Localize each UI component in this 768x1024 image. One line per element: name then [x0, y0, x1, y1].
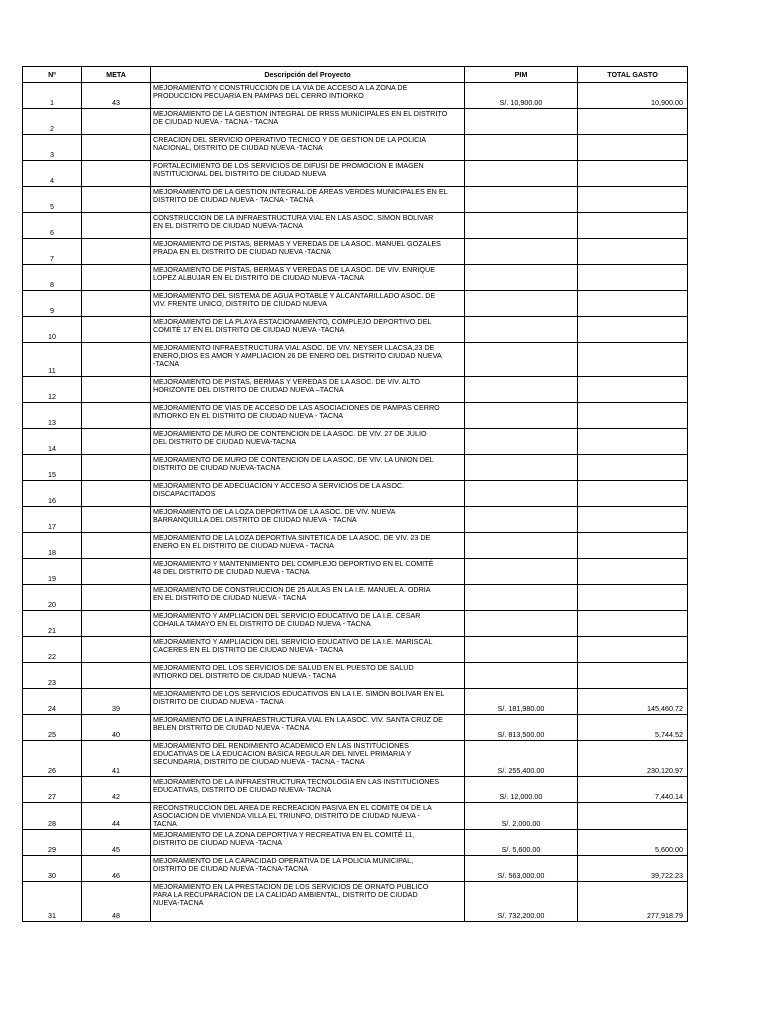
row-meta: [82, 377, 151, 403]
row-pim: [465, 559, 578, 585]
projects-table: [22, 66, 688, 922]
row-total-gasto: [578, 637, 688, 663]
row-meta: [82, 291, 151, 317]
table-row: [23, 187, 688, 213]
row-description: MEJORAMIENTO DE VIAS DE ACCESO DE LAS ASOCIACIONES DE PAMPAS CERRO INTIORKO EN EL DISTRITO DE CIUDAD NUEVA - TACNA: [151, 403, 465, 429]
table-row: [23, 239, 688, 265]
row-description: MEJORAMIENTO EN LA PRESTACION DE LOS SERVICIOS DE ORNATO PUBLICO PARA LA RECUPARACION DE LA CALIDAD AMBIENTAL, DISTRITO DE CIUDAD NUEVA-TACNA: [151, 882, 465, 922]
row-pim: [465, 187, 578, 213]
row-description: MEJORAMIENTO DE ADECUACION Y ACCESO A SERVICIOS DE LA ASOC. DISCAPACITADOS: [151, 481, 465, 507]
row-meta: 39: [82, 689, 151, 715]
row-meta: [82, 239, 151, 265]
table-row: [23, 585, 688, 611]
table-row: [23, 291, 688, 317]
row-total-gasto: 230,120.97: [578, 741, 688, 777]
table-row: [23, 265, 688, 291]
row-description: MEJORAMIENTO Y AMPLIACION DEL SERVICIO EDUCATIVO DE LA I.E. MARISCAL CACERES EN EL DISTRITO DE CIUDAD NUEVA - TACNA: [151, 637, 465, 663]
row-meta: 42: [82, 777, 151, 803]
table-row: [23, 455, 688, 481]
row-total-gasto: 10,900.00: [578, 83, 688, 109]
row-total-gasto: [578, 161, 688, 187]
row-meta: [82, 187, 151, 213]
header-pim: PIM: [465, 67, 578, 83]
row-description: MEJORAMIENTO DE MURO DE CONTENCION DE LA ASOC. DE VIV. LA UNION DEL DISTRITO DE CIUDAD NUEVA-TACNA: [151, 455, 465, 481]
row-total-gasto: [578, 403, 688, 429]
table-row: [23, 663, 688, 689]
row-pim: S/. 2,000.00: [465, 803, 578, 830]
table-row: [23, 715, 688, 741]
row-number: 7: [23, 239, 82, 265]
row-pim: [465, 507, 578, 533]
table-row: [23, 533, 688, 559]
row-meta: [82, 429, 151, 455]
row-description: MEJORAMIENTO DEL SISTEMA DE AGUA POTABLE Y ALCANTARILLADO ASOC. DE VIV. FRENTE UNICO, DISTRITO DE CIUDAD NUEVA: [151, 291, 465, 317]
row-pim: [465, 161, 578, 187]
row-total-gasto: [578, 559, 688, 585]
row-meta: 44: [82, 803, 151, 830]
row-meta: [82, 663, 151, 689]
row-number: 14: [23, 429, 82, 455]
row-total-gasto: 39,722.23: [578, 856, 688, 882]
header-row: [23, 67, 688, 83]
table-row: [23, 689, 688, 715]
row-number: 9: [23, 291, 82, 317]
row-pim: S/. 10,900.00: [465, 83, 578, 109]
row-meta: 40: [82, 715, 151, 741]
row-number: 28: [23, 803, 82, 830]
row-total-gasto: [578, 455, 688, 481]
row-description: MEJORAMIENTO DE LA PLAYA ESTACIONAMIENTO, COMPLEJO DEPORTIVO DEL COMITÉ 17 EN EL DISTRITO DE CIUDAD NUEVA -TACNA: [151, 317, 465, 343]
row-meta: 48: [82, 882, 151, 922]
row-pim: S/. 255,400.00: [465, 741, 578, 777]
row-pim: [465, 239, 578, 265]
row-meta: 46: [82, 856, 151, 882]
row-number: 19: [23, 559, 82, 585]
row-number: 8: [23, 265, 82, 291]
header-meta: META: [82, 67, 151, 83]
row-meta: [82, 481, 151, 507]
row-description: MEJORAMIENTO DE LA LOZA DEPORTIVA SINTETICA DE LA ASOC. DE VIV. 23 DE ENERO EN EL DISTRITO DE CIUDAD NUEVA - TACNA: [151, 533, 465, 559]
row-description: FORTALECIMIENTO DE LOS SERVICIOS DE DIFUSI DE PROMOCION E IMAGEN INSTITUCIONAL DEL DISTRITO DE CIUDAD NUEVA: [151, 161, 465, 187]
row-description: MEJORAMIENTO DE PISTAS, BERMAS Y VEREDAS DE LA ASOC. DE VIV. ALTO HORIZONTE DEL DISTRITO DE CIUDAD NUEVA –TACNA: [151, 377, 465, 403]
row-pim: [465, 109, 578, 135]
row-meta: [82, 343, 151, 377]
row-total-gasto: 5,600.00: [578, 830, 688, 856]
row-description: MEJORAMIENTO Y MANTENIMIENTO DEL COMPLEJO DEPORTIVO EN EL COMITÉ 48 DEL DISTRITO DE CIUDAD NUEVA - TACNA: [151, 559, 465, 585]
row-total-gasto: [578, 265, 688, 291]
row-number: 29: [23, 830, 82, 856]
row-total-gasto: [578, 377, 688, 403]
row-pim: [465, 291, 578, 317]
row-pim: [465, 403, 578, 429]
row-pim: S/. 5,600.00: [465, 830, 578, 856]
table-row: [23, 637, 688, 663]
row-description: MEJORAMIENTO DE LOS SERVICIOS EDUCATIVOS EN LA I.E. SIMON BOLIVAR EN EL DISTRITO DE CIUDAD NUEVA - TACNA: [151, 689, 465, 715]
table-row: [23, 135, 688, 161]
row-meta: [82, 455, 151, 481]
table-row: [23, 109, 688, 135]
header-description: Descripción del Proyecto: [151, 67, 465, 83]
row-number: 23: [23, 663, 82, 689]
row-total-gasto: [578, 803, 688, 830]
header-num: Nº: [23, 67, 82, 83]
table-row: [23, 343, 688, 377]
row-meta: [82, 559, 151, 585]
row-total-gasto: [578, 135, 688, 161]
row-total-gasto: [578, 343, 688, 377]
row-pim: [465, 429, 578, 455]
row-description: RECONSTRUCCION DEL AREA DE RECREACION PASIVA EN EL COMITE 04 DE LA ASOCIACION DE VIVIENDA VILLA EL TRIUNFO, DISTRITO DE CIUDAD NUEVA - TACNA: [151, 803, 465, 830]
table-row: [23, 611, 688, 637]
row-meta: 43: [82, 83, 151, 109]
row-number: 24: [23, 689, 82, 715]
row-total-gasto: [578, 291, 688, 317]
row-number: 22: [23, 637, 82, 663]
row-number: 26: [23, 741, 82, 777]
row-pim: [465, 213, 578, 239]
row-number: 12: [23, 377, 82, 403]
row-pim: [465, 343, 578, 377]
table-row: [23, 429, 688, 455]
row-pim: S/. 12,000.00: [465, 777, 578, 803]
row-pim: [465, 637, 578, 663]
row-pim: [465, 585, 578, 611]
row-pim: [465, 663, 578, 689]
row-pim: [465, 377, 578, 403]
row-number: 11: [23, 343, 82, 377]
row-pim: [465, 135, 578, 161]
row-total-gasto: [578, 317, 688, 343]
row-meta: [82, 585, 151, 611]
row-meta: [82, 611, 151, 637]
row-number: 20: [23, 585, 82, 611]
row-description: MEJORAMIENTO DE LA CAPACIDAD OPERATIVA DE LA POLICIA MUNICIPAL, DISTRITO DE CIUDAD NUEVA -TACNA-TACNA: [151, 856, 465, 882]
table-row: [23, 741, 688, 777]
row-description: MEJORAMIENTO DE CONSTRUCCION DE 25 AULAS EN LA I.E. MANUEL A. ODRIA EN EL DISTRITO DE CIUDAD NUEVA - TACNA: [151, 585, 465, 611]
row-pim: S/. 732,200.00: [465, 882, 578, 922]
row-number: 15: [23, 455, 82, 481]
row-total-gasto: [578, 213, 688, 239]
row-total-gasto: [578, 611, 688, 637]
row-description: MEJORAMIENTO DE LA GESTION INTEGRAL DE RRSS MUNICIPALES EN EL DISTRITO DE CIUDAD NUEVA - TACNA - TACNA: [151, 109, 465, 135]
row-number: 30: [23, 856, 82, 882]
row-total-gasto: [578, 533, 688, 559]
row-pim: [465, 533, 578, 559]
row-meta: [82, 533, 151, 559]
row-number: 13: [23, 403, 82, 429]
row-meta: [82, 135, 151, 161]
table-row: [23, 377, 688, 403]
row-pim: [465, 481, 578, 507]
table-row: [23, 777, 688, 803]
row-meta: 41: [82, 741, 151, 777]
table-row: [23, 213, 688, 239]
row-meta: [82, 109, 151, 135]
table-row: [23, 856, 688, 882]
table-row: [23, 481, 688, 507]
table-row: [23, 882, 688, 922]
table-row: [23, 559, 688, 585]
row-number: 10: [23, 317, 82, 343]
row-number: 25: [23, 715, 82, 741]
row-description: CONSTRUCCION DE LA INFRAESTRUCTURA VIAL EN LAS ASOC. SIMON BOLIVAR EN EL DISTRITO DE CIUDAD NUEVA-TACNA: [151, 213, 465, 239]
row-total-gasto: [578, 429, 688, 455]
row-description: MEJORAMIENTO DE PISTAS, BERMAS Y VEREDAS DE LA ASOC. MANUEL GOZALES PRADA EN EL DISTRITO DE CIUDAD NUEVA -TACNA: [151, 239, 465, 265]
row-meta: [82, 637, 151, 663]
table-row: [23, 403, 688, 429]
row-description: MEJORAMIENTO DE LA INFRAESTRUCTURA VIAL EN LA ASOC. VIV. SANTA CRUZ DE BELEN DISTRITO DE CIUDAD NUEVA - TACNA: [151, 715, 465, 741]
row-pim: [465, 611, 578, 637]
row-description: MEJORAMIENTO DE PISTAS, BERMAS Y VEREDAS DE LA ASOC. DE VIV. ENRIQUE LOPEZ ALBUJAR EN EL DISTRITO DE CIUDAD NUEVA -TACNA: [151, 265, 465, 291]
row-description: MEJORAMIENTO DE MURO DE CONTENCION DE LA ASOC. DE VIV. 27 DE JULIO DEL DISTRITO DE CIUDAD NUEVA-TACNA: [151, 429, 465, 455]
row-meta: [82, 507, 151, 533]
table-row: [23, 507, 688, 533]
row-number: 3: [23, 135, 82, 161]
row-total-gasto: [578, 187, 688, 213]
row-total-gasto: [578, 239, 688, 265]
row-number: 16: [23, 481, 82, 507]
row-total-gasto: 5,744.52: [578, 715, 688, 741]
table-row: [23, 317, 688, 343]
row-meta: [82, 403, 151, 429]
row-description: MEJORAMIENTO DE LA LOZA DEPORTIVA DE LA ASOC. DE VIV. NUEVA BARRANQUILLA DEL DISTRITO DE CIUDAD NUEVA - TACNA: [151, 507, 465, 533]
row-total-gasto: [578, 507, 688, 533]
row-description: MEJORAMIENTO DE LA ZONA DEPORTIVA Y RECREATIVA EN EL COMITÉ 11, DISTRITO DE CIUDAD NUEVA -TACNA: [151, 830, 465, 856]
row-number: 5: [23, 187, 82, 213]
row-description: CREACION DEL SERVICIO OPERATIVO TECNICO Y DE GESTION DE LA POLICIA NACIONAL, DISTRITO DE CIUDAD NUEVA -TACNA: [151, 135, 465, 161]
row-pim: [465, 317, 578, 343]
table-row: [23, 803, 688, 830]
row-number: 17: [23, 507, 82, 533]
row-meta: [82, 317, 151, 343]
row-number: 31: [23, 882, 82, 922]
row-total-gasto: [578, 481, 688, 507]
row-pim: S/. 563,000.00: [465, 856, 578, 882]
row-total-gasto: [578, 109, 688, 135]
row-total-gasto: 7,440.14: [578, 777, 688, 803]
table-row: [23, 83, 688, 109]
row-number: 6: [23, 213, 82, 239]
header-total-gasto: TOTAL GASTO: [578, 67, 688, 83]
row-number: 4: [23, 161, 82, 187]
row-total-gasto: 277,918.79: [578, 882, 688, 922]
table-row: [23, 161, 688, 187]
row-total-gasto: [578, 663, 688, 689]
row-description: MEJORAMIENTO INFRAESTRUCTURA VIAL ASOC. DE VIV. NEYSER LLACSA,23 DE ENERO,DIOS ES AMOR Y AMPLIACION 26 DE ENERO DEL DISTRITO CIUDAD NUEVA -TACNA: [151, 343, 465, 377]
row-description: MEJORAMIENTO DE LA INFRAESTRUCTURA TECNOLOGIA EN LAS INSTITUCIONES EDUCATIVAS, DISTRITO DE CIUDAD NUEVA- TACNA: [151, 777, 465, 803]
row-meta: [82, 265, 151, 291]
row-pim: [465, 265, 578, 291]
row-meta: [82, 161, 151, 187]
table-row: [23, 830, 688, 856]
row-description: MEJORAMIENTO DE LA GESTION INTEGRAL DE AREAS VERDES MUNICIPALES EN EL DISTRITO DE CIUDAD NUEVA - TACNA - TACNA: [151, 187, 465, 213]
projects-sheet: [22, 66, 687, 922]
row-total-gasto: 145,460.72: [578, 689, 688, 715]
row-number: 21: [23, 611, 82, 637]
row-meta: 45: [82, 830, 151, 856]
row-description: MEJORAMIENTO DEL RENDIMIENTO ACADEMICO EN LAS INSTITUCIONES EDUCATIVAS DE LA EDUCACION BASICA REGULAR DEL NIVEL PRIMARIA Y SECUNDARIA, DISTRITO DE CIUDAD NUEVA - TACNA - TACNA: [151, 741, 465, 777]
row-number: 2: [23, 109, 82, 135]
row-description: MEJORAMIENTO Y CONSTRUCCION DE LA VIA DE ACCESO A LA ZONA DE PRODUCCION PECUARIA EN PAMPAS DEL CERRO INTIORKO: [151, 83, 465, 109]
row-number: 1: [23, 83, 82, 109]
row-pim: S/. 813,500.00: [465, 715, 578, 741]
row-total-gasto: [578, 585, 688, 611]
row-meta: [82, 213, 151, 239]
row-pim: [465, 455, 578, 481]
row-pim: S/. 181,980.00: [465, 689, 578, 715]
row-description: MEJORAMIENTO DEL LOS SERVICIOS DE SALUD EN EL PUESTO DE SALUD INTIORKO DEL DISTRITO DE CIUDAD NUEVA - TACNA: [151, 663, 465, 689]
row-description: MEJORAMIENTO Y AMPLIACION DEL SERVICIO EDUCATIVO DE LA I.E. CESAR COHAILA TAMAYO EN EL DISTRITO DE CIUDAD NUEVA - TACNA: [151, 611, 465, 637]
row-number: 27: [23, 777, 82, 803]
row-number: 18: [23, 533, 82, 559]
